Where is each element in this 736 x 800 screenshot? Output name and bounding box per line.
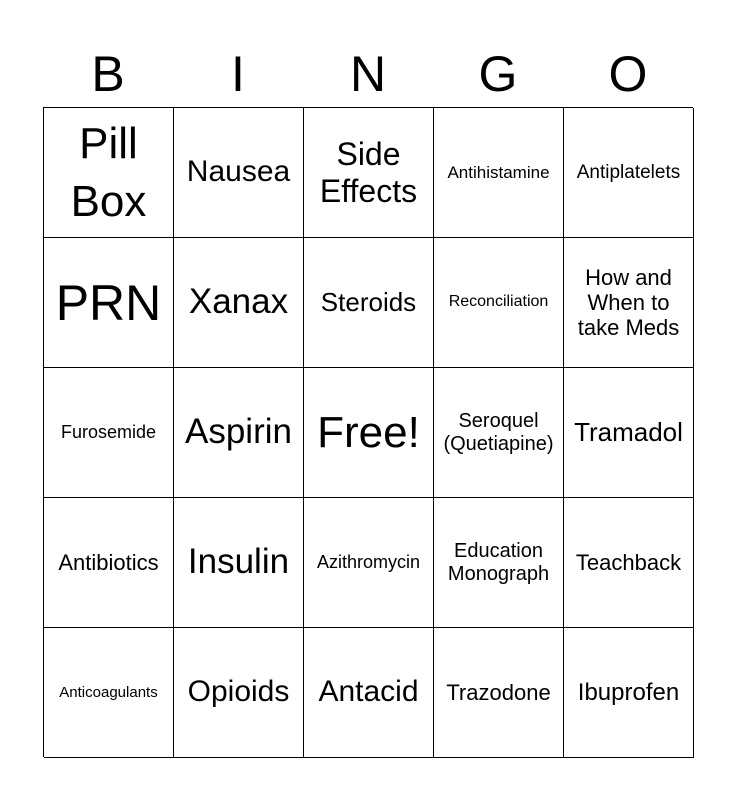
bingo-cell[interactable] <box>434 368 564 498</box>
header-letter-g: G <box>478 46 518 102</box>
cell-label: Opioids <box>187 675 290 709</box>
bingo-cell[interactable] <box>304 498 434 628</box>
cell-label: Anticoagulants <box>59 683 158 701</box>
bingo-header <box>43 40 693 108</box>
bingo-cell[interactable] <box>434 238 564 368</box>
cell-label: Aspirin <box>185 412 292 452</box>
bingo-cell[interactable] <box>174 628 304 758</box>
cell-label: PRN <box>55 274 162 331</box>
bingo-cell[interactable] <box>44 108 174 238</box>
cell-label: Steroids <box>320 286 417 317</box>
bingo-cell[interactable] <box>564 628 694 758</box>
bingo-cell[interactable] <box>174 108 304 238</box>
cell-label: Furosemide <box>60 422 157 443</box>
bingo-cell[interactable] <box>44 628 174 758</box>
header-letter-i: I <box>231 46 245 102</box>
cell-label: Education Monograph <box>447 539 550 585</box>
cell-label: Antiplatelets <box>576 161 681 183</box>
bingo-cell-free[interactable] <box>304 368 434 498</box>
cell-label: Antihistamine <box>447 162 550 182</box>
bingo-cell[interactable] <box>434 108 564 238</box>
header-letter-b: B <box>91 46 125 102</box>
cell-label: Side Effects <box>319 135 418 209</box>
bingo-cell[interactable] <box>44 238 174 368</box>
bingo-cell[interactable] <box>174 498 304 628</box>
bingo-cell[interactable] <box>44 368 174 498</box>
bingo-cell[interactable] <box>174 368 304 498</box>
cell-label: Ibuprofen <box>577 678 680 706</box>
bingo-cell[interactable] <box>174 238 304 368</box>
cell-label: How and When to take Meds <box>577 264 680 341</box>
cell-label: Seroquel (Quetiapine) <box>443 409 554 455</box>
cell-label: Reconciliation <box>448 293 549 311</box>
cell-label: Tramadol <box>574 416 683 447</box>
cell-label: Teachback <box>575 549 682 575</box>
bingo-cell[interactable] <box>304 628 434 758</box>
bingo-cell[interactable] <box>304 108 434 238</box>
header-letter-n: N <box>349 46 387 102</box>
cell-label: Antacid <box>318 675 419 709</box>
bingo-cell[interactable] <box>564 238 694 368</box>
bingo-cell[interactable] <box>564 368 694 498</box>
bingo-cell[interactable] <box>304 238 434 368</box>
cell-label: Xanax <box>188 282 289 322</box>
cell-label: Antibiotics <box>58 549 159 575</box>
cell-label: Insulin <box>187 542 290 582</box>
cell-label: Pill Box <box>70 119 147 226</box>
cell-label: Azithromycin <box>316 552 421 573</box>
bingo-cell[interactable] <box>564 108 694 238</box>
cell-label: Free! <box>317 407 420 457</box>
cell-label: Nausea <box>186 155 291 189</box>
cell-label: Trazodone <box>446 679 551 705</box>
bingo-board <box>43 107 693 757</box>
bingo-cell[interactable] <box>564 498 694 628</box>
bingo-cell[interactable] <box>434 498 564 628</box>
bingo-cell[interactable] <box>44 498 174 628</box>
bingo-cell[interactable] <box>434 628 564 758</box>
header-letter-o: O <box>608 46 648 102</box>
